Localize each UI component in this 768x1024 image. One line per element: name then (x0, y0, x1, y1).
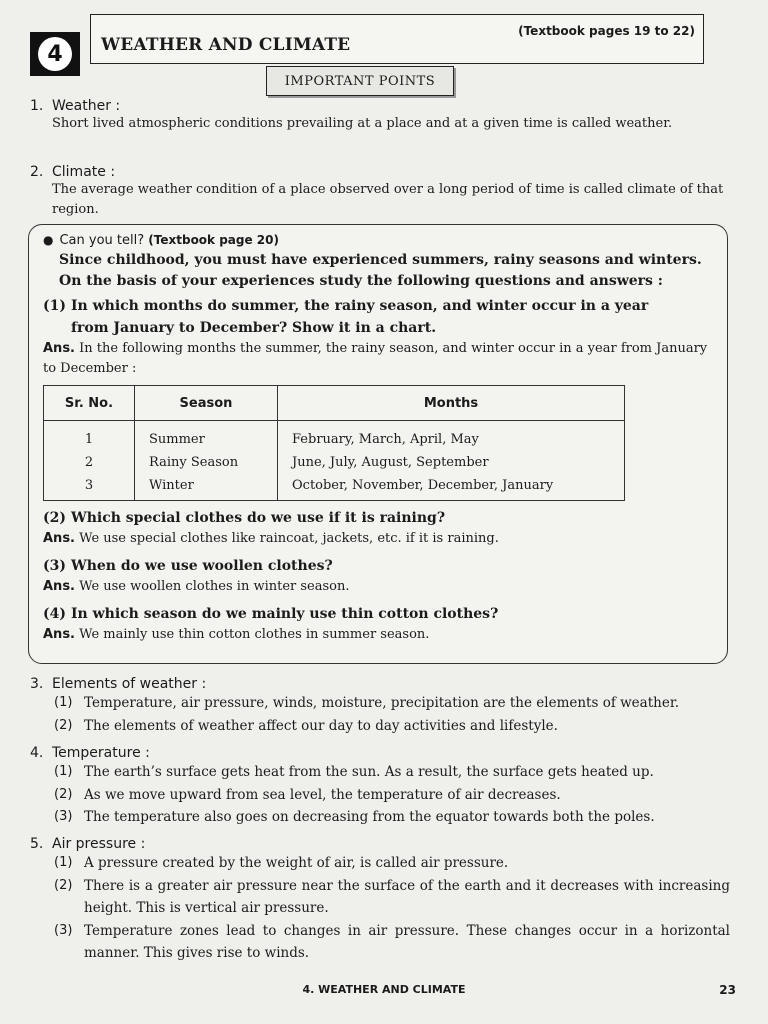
answer-text: We mainly use thin cotton clothes in summer season. (79, 627, 430, 642)
section-air-pressure (30, 836, 730, 965)
answer-1 (43, 339, 715, 379)
item-number: (1) (54, 764, 73, 779)
section-heading: Elements of weather : (52, 676, 207, 692)
item-number: (2) (54, 786, 73, 802)
point-heading: Climate : (52, 164, 116, 180)
table-cell-sr-no: 2 (44, 451, 135, 474)
list-item (54, 784, 730, 807)
question-number: (2) (43, 510, 66, 526)
answer-text: We use woollen clothes in winter season. (79, 579, 350, 594)
item-number: (3) (54, 809, 73, 824)
season-months-table (43, 385, 625, 501)
section-heading: Temperature : (52, 745, 150, 761)
footer-chapter-title: 4. WEATHER AND CLIMATE (302, 983, 466, 996)
point-heading: Weather : (52, 98, 121, 114)
point-number: 1. (30, 98, 44, 114)
can-you-tell-box (28, 224, 728, 664)
page-number: 23 (719, 983, 736, 997)
question-number: (3) (43, 558, 66, 574)
table-cell-months: October, November, December, January (278, 474, 625, 501)
point-number: 2. (30, 164, 44, 180)
item-text: As we move upward from sea level, the temperature of air decreases. (84, 786, 561, 803)
item-number: (1) (54, 855, 73, 870)
question-1 (43, 295, 715, 339)
prompt-page-ref: (Textbook page 20) (148, 233, 279, 247)
answer-label: Ans. (43, 627, 75, 642)
textbook-pages-ref: (Textbook pages 19 to 22) (518, 24, 695, 38)
item-text: The temperature also goes on decreasing from the equator towards both the poles. (84, 809, 655, 825)
section-items (54, 761, 730, 829)
section-number: 5. (30, 836, 44, 852)
answer-label: Ans. (43, 531, 75, 546)
question-number: (4) (43, 606, 66, 622)
question-text-line2: from January to December? Show it in a chart. (71, 320, 437, 336)
prompt-text: Can you tell? (59, 233, 145, 248)
list-item (54, 715, 730, 738)
answer-text: We use special clothes like raincoat, jackets, etc. if it is raining. (79, 531, 499, 546)
bullet-icon: ● (43, 233, 54, 247)
question-2 (43, 507, 715, 529)
list-item (54, 852, 730, 875)
table-cell-sr-no: 3 (44, 474, 135, 501)
question-number: (1) (43, 298, 66, 314)
item-text: The elements of weather affect our day to day activities and lifestyle. (84, 717, 558, 734)
list-item (54, 920, 730, 965)
question-text: In which season do we mainly use thin cotton clothes? (71, 606, 499, 622)
table-cell-season: Winter (135, 474, 278, 501)
section-number: 3. (30, 676, 44, 692)
table-cell-sr-no: 1 (44, 421, 135, 452)
list-item (54, 692, 730, 715)
section-items (54, 692, 730, 737)
list-item (54, 875, 730, 920)
answer-text: In the following months the summer, the rainy season, and winter occur in a year from January to December : (43, 341, 708, 376)
item-text: Temperature zones lead to changes in air pressure. These changes occur in a horizontal manner. This gives rise to winds. (84, 922, 730, 961)
item-text: A pressure created by the weight of air, is called air pressure. (84, 855, 509, 871)
qa-intro: Since childhood, you must have experienced summers, rainy seasons and winters. On the basis of your experiences study the following questions and answers : (59, 252, 702, 289)
section-heading: Air pressure : (52, 836, 146, 852)
section-temperature (30, 745, 730, 829)
list-item (54, 761, 730, 784)
section-elements-of-weather (30, 676, 730, 737)
table-row (44, 451, 625, 474)
table-header-months: Months (278, 386, 625, 421)
table-cell-season: Summer (135, 421, 278, 452)
chapter-number: 4 (38, 37, 72, 71)
question-4 (43, 603, 715, 625)
table-header-row (44, 386, 625, 421)
can-you-tell-prompt (43, 233, 715, 248)
table-header-sr-no: Sr. No. (44, 386, 135, 421)
item-number: (2) (54, 877, 73, 893)
item-number: (2) (54, 717, 73, 733)
answer-4 (43, 625, 715, 645)
item-text: The earth’s surface gets heat from the sun. As a result, the surface gets heated up. (84, 764, 654, 780)
point-weather (30, 98, 730, 134)
answer-3 (43, 577, 715, 597)
table-cell-months: February, March, April, May (278, 421, 625, 452)
section-number: 4. (30, 745, 44, 761)
table-header-season: Season (135, 386, 278, 421)
table-cell-months: June, July, August, September (278, 451, 625, 474)
list-item (54, 806, 730, 829)
item-text: There is a greater air pressure near the surface of the earth and it decreases with increasing height. This is vertical air pressure. (84, 877, 730, 916)
table-cell-season: Rainy Season (135, 451, 278, 474)
chapter-title: WEATHER AND CLIMATE (101, 35, 351, 55)
section-items (54, 852, 730, 965)
chapter-header (30, 6, 706, 68)
table-row (44, 421, 625, 452)
item-text: Temperature, air pressure, winds, moisture, precipitation are the elements of weather. (84, 695, 680, 711)
section-label-important-points: IMPORTANT POINTS (266, 66, 454, 96)
point-body: The average weather condition of a place observed over a long period of time is called climate of that region. (52, 182, 724, 217)
item-number: (1) (54, 695, 73, 710)
chapter-title-box (90, 14, 704, 64)
answer-label: Ans. (43, 579, 75, 594)
question-text-line1: In which months do summer, the rainy season, and winter occur in a year (71, 298, 649, 314)
answer-label: Ans. (43, 341, 75, 356)
question-text: Which special clothes do we use if it is raining? (71, 510, 446, 526)
table-row (44, 474, 625, 501)
point-climate (30, 164, 730, 220)
chapter-number-badge (30, 32, 80, 76)
item-number: (3) (54, 922, 73, 938)
point-body: Short lived atmospheric conditions prevailing at a place and at a given time is called weather. (52, 116, 673, 131)
question-3 (43, 555, 715, 577)
answer-2 (43, 529, 715, 549)
question-text: When do we use woollen clothes? (71, 558, 333, 574)
